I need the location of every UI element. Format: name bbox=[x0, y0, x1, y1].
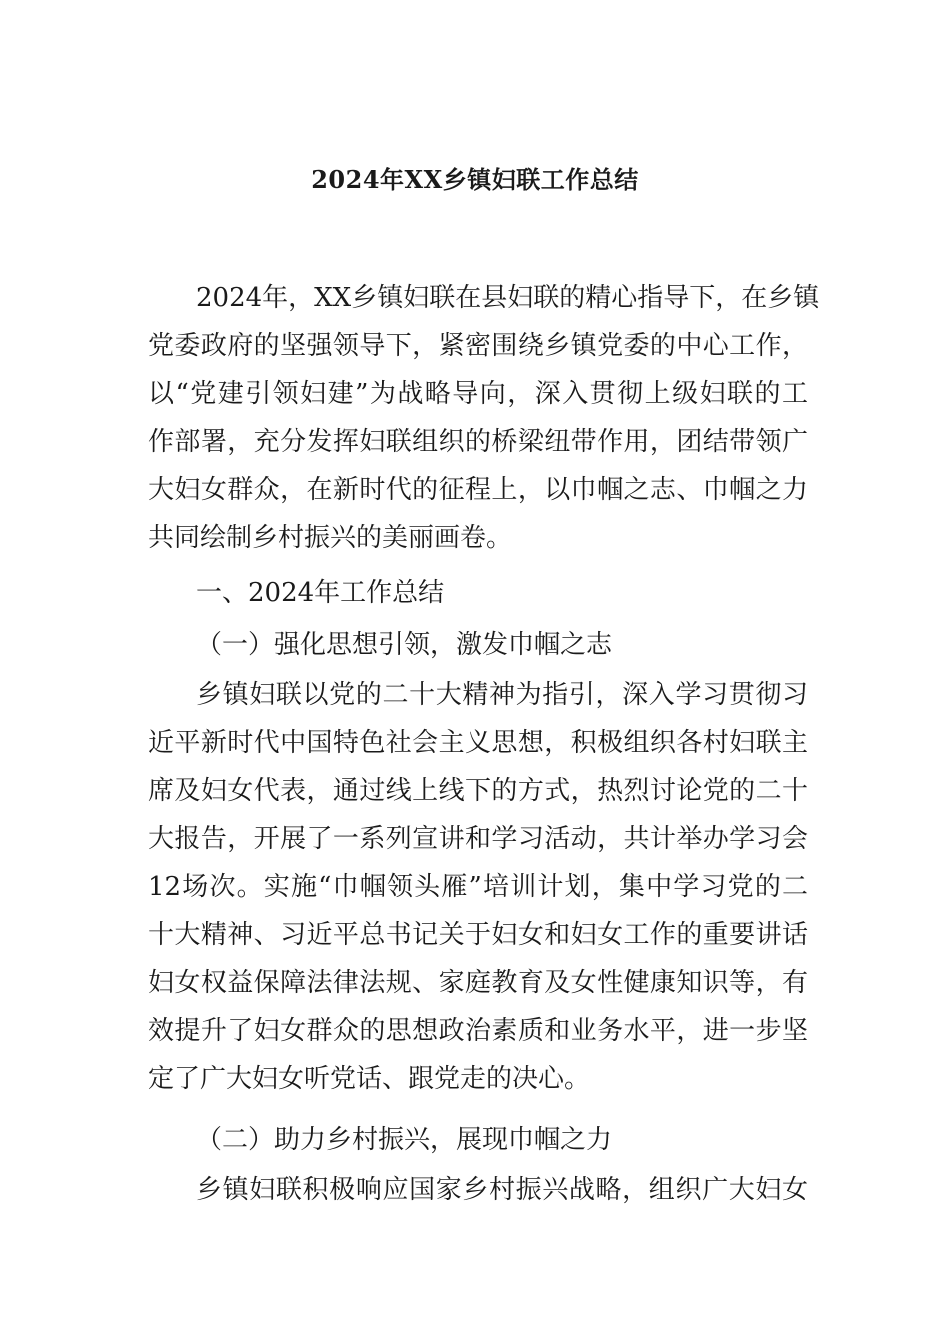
document-title: 2024年XX乡镇妇联工作总结 bbox=[311, 165, 639, 194]
paragraph-line: 大妇女群众，在新时代的征程上，以巾帼之志、巾帼之力 bbox=[148, 475, 808, 505]
paragraph-line: 十大精神、习近平总书记关于妇女和妇女工作的重要讲话 bbox=[148, 920, 808, 950]
paragraph-line: 定了广大妇女听党话、跟党走的决心。 bbox=[148, 1064, 591, 1094]
paragraph-line: 近平新时代中国特色社会主义思想，积极组织各村妇联主 bbox=[148, 728, 808, 758]
subsection-heading: （二）助力乡村振兴，展现巾帼之力 bbox=[196, 1125, 613, 1155]
paragraph-line: 席及妇女代表，通过线上线下的方式，热烈讨论党的二十 bbox=[148, 776, 808, 806]
subsection-heading: （一）强化思想引领，激发巾帼之志 bbox=[196, 630, 613, 660]
paragraph-line: 2024年，XX乡镇妇联在县妇联的精心指导下，在乡镇 bbox=[196, 283, 820, 313]
paragraph-line: 乡镇妇联以党的二十大精神为指引，深入学习贯彻习 bbox=[196, 680, 808, 710]
paragraph-line: 12场次。实施“巾帼领头雁”培训计划，集中学习党的二 bbox=[148, 872, 808, 902]
paragraph-line: 作部署，充分发挥妇联组织的桥梁纽带作用，团结带领广 bbox=[148, 427, 808, 457]
section-heading: 一、2024年工作总结 bbox=[196, 578, 445, 608]
paragraph-line: 妇女权益保障法律法规、家庭教育及女性健康知识等，有 bbox=[148, 968, 808, 998]
paragraph-line: 共同绘制乡村振兴的美丽画卷。 bbox=[148, 523, 513, 553]
paragraph-line: 以“党建引领妇建”为战略导向，深入贯彻上级妇联的工 bbox=[148, 379, 808, 409]
paragraph-line: 党委政府的坚强领导下，紧密围绕乡镇党委的中心工作， bbox=[148, 331, 808, 361]
paragraph-line: 大报告，开展了一系列宣讲和学习活动，共计举办学习会 bbox=[148, 824, 808, 854]
paragraph-line: 乡镇妇联积极响应国家乡村振兴战略，组织广大妇女 bbox=[196, 1175, 808, 1205]
paragraph-line: 效提升了妇女群众的思想政治素质和业务水平，进一步坚 bbox=[148, 1016, 808, 1046]
